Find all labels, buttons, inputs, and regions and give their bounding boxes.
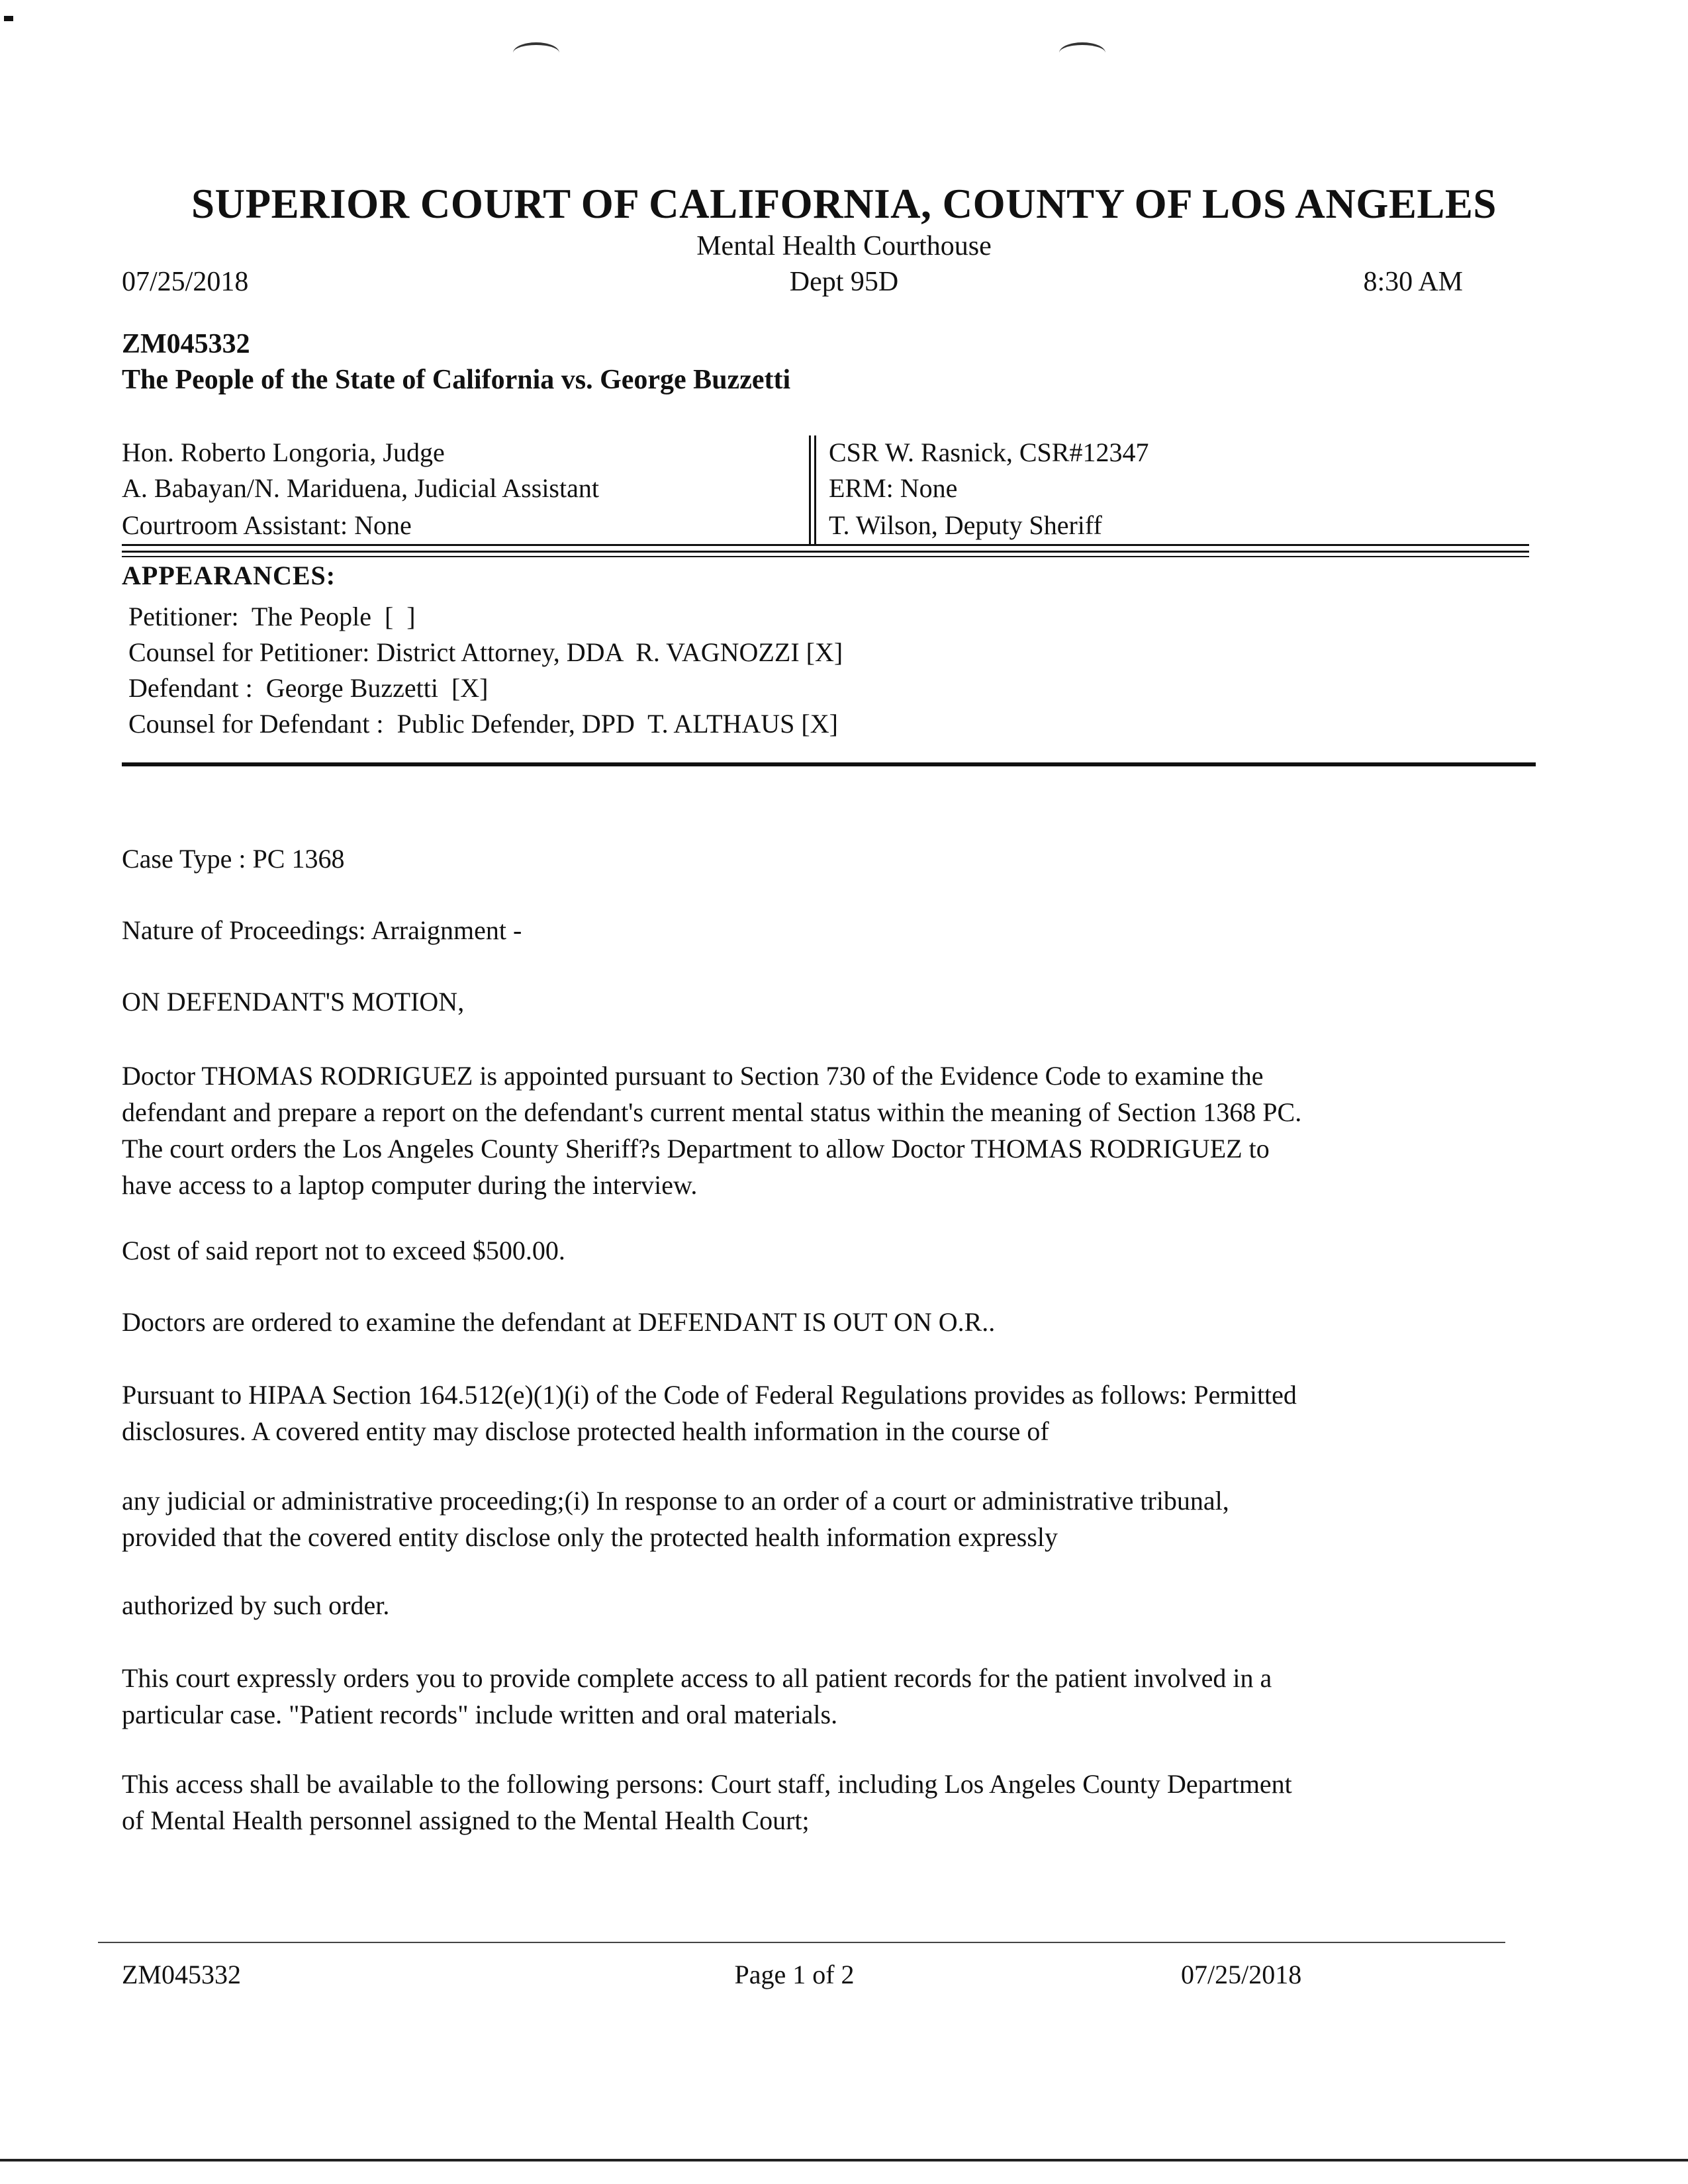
department: Dept 95D	[789, 267, 899, 297]
punch-hole-mark	[513, 42, 559, 64]
scan-edge	[0, 2159, 1688, 2161]
courtroom-assistant-line: Courtroom Assistant: None	[122, 510, 412, 540]
case-number: ZM045332	[122, 329, 250, 359]
hearing-date: 07/25/2018	[122, 267, 249, 297]
appearance-counsel-defendant: Counsel for Defendant : Public Defender, DPD T. ALTHAUS [X]	[128, 709, 838, 739]
court-name: SUPERIOR COURT OF CALIFORNIA, COUNTY OF LOS ANGELES	[191, 181, 1497, 227]
court-reporter-line: CSR W. Rasnick, CSR#12347	[829, 437, 1149, 467]
appearances-heading: APPEARANCES:	[122, 561, 336, 590]
appearance-defendant: Defendant : George Buzzetti [X]	[128, 673, 489, 703]
double-rule	[122, 556, 1529, 557]
access-paragraph: This access shall be available to the following persons: Court staff, including Los Angeles County Department of Mental Health personnel assigned to the Mental Health Court;	[122, 1769, 1292, 1835]
nature-of-proceedings: Nature of Proceedings: Arraignment -	[122, 915, 522, 945]
footer-rule	[98, 1942, 1505, 1943]
hipaa-paragraph: Pursuant to HIPAA Section 164.512(e)(1)(i) of the Code of Federal Regulations provides as follows: Permitted disclosures. A covered entity may disclose protected health information in the course of	[122, 1380, 1297, 1446]
courthouse-name: Mental Health Courthouse	[696, 231, 992, 261]
records-paragraph: This court expressly orders you to provide complete access to all patient records for the patient involved in a particular case. "Patient records" include written and oral materials.	[122, 1663, 1272, 1729]
appointment-paragraph: Doctor THOMAS RODRIGUEZ is appointed pursuant to Section 730 of the Evidence Code to examine the defendant and prepare a report on the defendant's current mental status within the meaning of Section 1368 PC. The court orders the Los Angeles County Sheriff?s Department to allow Doctor THOMAS RODRIGUEZ to have access to a laptop computer during the interview.	[122, 1061, 1302, 1200]
scan-mark	[4, 16, 13, 21]
punch-hole-mark	[1059, 42, 1105, 64]
motion-heading: ON DEFENDANT'S MOTION,	[122, 987, 465, 1017]
cost-paragraph: Cost of said report not to exceed $500.00.	[122, 1236, 565, 1265]
hipaa-authorization: authorized by such order.	[122, 1590, 390, 1620]
judge-line: Hon. Roberto Longoria, Judge	[122, 437, 445, 467]
appearance-counsel-petitioner: Counsel for Petitioner: District Attorney, DDA R. VAGNOZZI [X]	[128, 637, 843, 667]
hearing-time: 8:30 AM	[1363, 267, 1463, 297]
officers-underline	[122, 544, 1529, 546]
appearances-rule	[122, 762, 1536, 766]
column-divider	[814, 435, 816, 545]
deputy-sheriff-line: T. Wilson, Deputy Sheriff	[829, 510, 1102, 540]
footer-page-number: Page 1 of 2	[734, 1960, 855, 1989]
erm-line: ERM: None	[829, 473, 958, 503]
judicial-assistant-line: A. Babayan/N. Mariduena, Judicial Assistant	[122, 473, 599, 503]
double-rule	[122, 551, 1529, 553]
doctors-paragraph: Doctors are ordered to examine the defendant at DEFENDANT IS OUT ON O.R..	[122, 1307, 996, 1337]
hipaa-continuation: any judicial or administrative proceeding;(i) In response to an order of a court or administrative tribunal, provided that the covered entity disclose only the protected health information expressly	[122, 1486, 1229, 1552]
column-divider	[809, 435, 811, 545]
case-title: The People of the State of California vs. George Buzzetti	[122, 365, 791, 395]
case-type: Case Type : PC 1368	[122, 844, 345, 874]
footer-date: 07/25/2018	[1181, 1960, 1302, 1989]
appearance-petitioner: Petitioner: The People [ ]	[128, 602, 416, 631]
footer-case-number: ZM045332	[122, 1960, 241, 1989]
